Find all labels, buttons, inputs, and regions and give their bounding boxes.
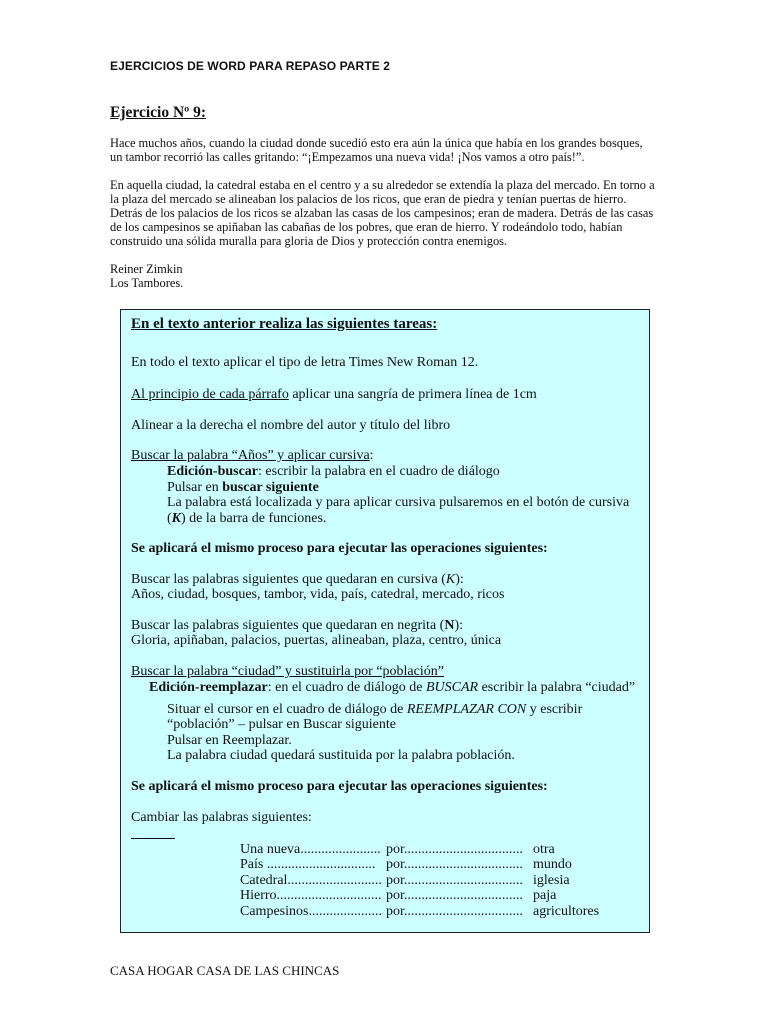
task-search-anos-underlined: Buscar la palabra “Años” y aplicar cursiva bbox=[131, 448, 370, 463]
from-word: Campesinos..................... bbox=[240, 904, 382, 919]
step-edicion-buscar-bold: Edición-buscar bbox=[167, 464, 259, 479]
to-word: otra bbox=[533, 842, 555, 857]
from-word: País ............................... bbox=[240, 857, 376, 872]
step-cursiva-line2 bbox=[167, 511, 326, 527]
step-edicion-buscar bbox=[167, 464, 500, 480]
bold-intro-n: N bbox=[444, 618, 455, 633]
step-pulsar-pre: Pulsar en bbox=[167, 480, 223, 495]
step-cursiva-line1: La palabra está localizada y para aplicar cursiva pulsaremos en el botón de cursiva bbox=[167, 495, 630, 510]
task-indent-rest: aplicar una sangría de primera línea de 1cm bbox=[288, 387, 537, 402]
same-process-1: Se aplicará el mismo proceso para ejecutar las operaciones siguientes: bbox=[131, 541, 548, 556]
task-search-anos bbox=[131, 448, 374, 464]
italic-intro-k: K bbox=[445, 572, 456, 587]
to-word: mundo bbox=[533, 857, 572, 872]
paragraph-1: Hace muchos años, cuando la ciudad donde sucedió esto era aún la única que había en los grandes bosques, un tambor recorrió las calles gritando: “¡Empezamos una nueva vida! ¡Nos vamos a otro país!”. bbox=[110, 136, 643, 164]
document-footer: CASA HOGAR CASA DE LAS CHINCAS bbox=[110, 963, 340, 978]
to-word: agricultores bbox=[533, 904, 600, 919]
bold-intro-pre: Buscar las palabras siguientes que quedaran en negrita ( bbox=[131, 618, 445, 633]
por-word: por.................................. bbox=[386, 873, 523, 888]
step-pulsar-buscar bbox=[167, 480, 319, 496]
separator-line bbox=[131, 838, 175, 839]
step-cursiva-k: K bbox=[171, 511, 182, 526]
italic-words: Años, ciudad, bosques, tambor, vida, país, catedral, mercado, ricos bbox=[131, 587, 505, 602]
task-search-anos-colon: : bbox=[369, 448, 374, 463]
to-word: paja bbox=[533, 888, 557, 903]
replace-step-bold: Edición-reemplazar bbox=[149, 680, 268, 695]
book-title: Los Tambores. bbox=[110, 276, 184, 290]
tasks-title: En el texto anterior realiza las siguientes tareas: bbox=[131, 316, 438, 332]
replace-step bbox=[149, 680, 635, 696]
por-word: por.................................. bbox=[386, 842, 523, 857]
step-cursiva-rest: ) de la barra de funciones. bbox=[181, 511, 327, 526]
change-intro: Cambiar las palabras siguientes: bbox=[131, 810, 312, 825]
situar-post: y escribir bbox=[526, 702, 583, 717]
paragraph-2: En aquella ciudad, la catedral estaba en el centro y a su alrededor se extendía la plaza del mercado. En torno a la plaza del mercado se alineaban los palacios de los ricos, que eran de piedra y tenían puertas de hierro. Detrás de los palacios de los ricos se alzaban las casas de los campesinos; eran de madera. Detrás de las casas de los campesinos se apiñaban las cabañas de los pobres, que eran de hierro. Y rodeándolo todo, habían construido una sólida muralla para gloria de Dios y protección contra enemigos. bbox=[110, 178, 655, 248]
task-align: Alinear a la derecha el nombre del autor y título del libro bbox=[131, 418, 451, 433]
from-word: Hierro.............................. bbox=[240, 888, 382, 903]
to-word: iglesia bbox=[533, 873, 570, 888]
from-word: Catedral........................... bbox=[240, 873, 382, 888]
author-name: Reiner Zimkin bbox=[110, 262, 183, 276]
bold-intro-post: ): bbox=[454, 618, 464, 633]
italic-intro-pre: Buscar las palabras siguientes que quedaran en cursiva ( bbox=[131, 572, 446, 587]
step-pulsar-bold: buscar siguiente bbox=[222, 480, 319, 495]
bold-intro bbox=[131, 618, 463, 634]
situar-italic: REEMPLAZAR CON bbox=[406, 702, 527, 717]
situar-line1 bbox=[167, 702, 582, 718]
bold-words: Gloria, apiñaban, palacios, puertas, alineaban, plaza, centro, única bbox=[131, 633, 502, 648]
from-word: Una nueva....................... bbox=[240, 842, 381, 857]
por-word: por.................................. bbox=[386, 904, 523, 919]
author-block bbox=[110, 262, 655, 290]
quedara-sustituida: La palabra ciudad quedará sustituida por la palabra población. bbox=[167, 748, 515, 763]
step-cursiva-open: ( bbox=[167, 511, 172, 526]
exercise-title: Ejercicio Nº 9: bbox=[110, 104, 207, 121]
pulsar-reemplazar: Pulsar en Reemplazar. bbox=[167, 733, 292, 748]
por-word: por.................................. bbox=[386, 857, 523, 872]
document-header: EJERCICIOS DE WORD PARA REPASO PARTE 2 bbox=[110, 59, 391, 73]
task-font: En todo el texto aplicar el tipo de letra Times New Roman 12. bbox=[131, 355, 479, 370]
situar-line2: “población” – pulsar en Buscar siguiente bbox=[167, 717, 396, 732]
replace-step-post: escribir la palabra “ciudad” bbox=[478, 680, 636, 695]
same-process-2: Se aplicará el mismo proceso para ejecutar las operaciones siguientes: bbox=[131, 779, 548, 794]
replace-step-pre: : en el cuadro de diálogo de bbox=[267, 680, 426, 695]
tasks-box bbox=[120, 309, 650, 933]
italic-intro bbox=[131, 572, 464, 588]
step-edicion-buscar-rest: : escribir la palabra en el cuadro de diálogo bbox=[258, 464, 500, 479]
task-indent bbox=[131, 387, 537, 403]
replace-step-italic: BUSCAR bbox=[425, 680, 479, 695]
replace-title: Buscar la palabra “ciudad” y sustituirla por “población” bbox=[131, 664, 444, 679]
por-word: por.................................. bbox=[386, 888, 523, 903]
task-indent-underlined: Al principio de cada párrafo bbox=[131, 387, 289, 402]
situar-pre: Situar el cursor en el cuadro de diálogo de bbox=[167, 702, 407, 717]
italic-intro-post: ): bbox=[455, 572, 464, 587]
